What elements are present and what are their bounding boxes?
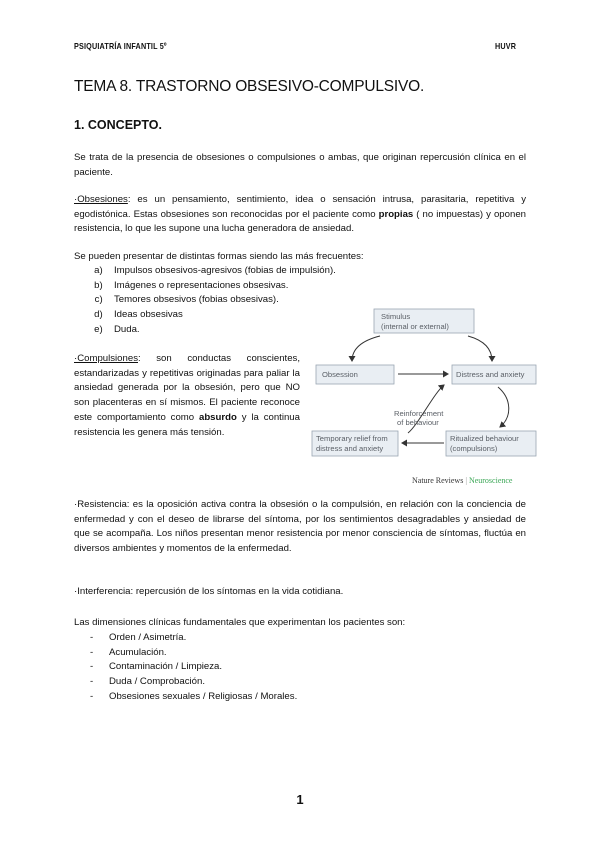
- list-item: e. Duda.: [108, 323, 336, 338]
- obsesiones-paragraph: ·Obsesiones: es un pensamiento, sentimiento, idea o sensación intrusa, parasitaria, repetitiva y egodistónica. Estas obsesiones son reconocidas por el paciente como propias ( no impuestas) y oponen resistencia, lo que les supone una lucha generadora de ansiedad.: [74, 194, 526, 235]
- distress-label: Distress and anxiety: [456, 370, 525, 379]
- header-hospital: HUVR: [495, 41, 517, 51]
- reinforcement-label: Reinforcement: [394, 409, 444, 418]
- page-number: 1: [296, 792, 304, 807]
- list-item: - Duda / Comprobación.: [90, 676, 205, 688]
- list-item: b. Imágenes o representaciones obsesivas.: [108, 279, 336, 294]
- list-item: - Contaminación / Limpieza.: [90, 661, 223, 673]
- forms-list: [74, 264, 336, 338]
- compulsiones-paragraph: ·Compulsiones: son conductas conscientes, estandarizadas y repetitivas originadas para paliar la ansiedad generada por la obsesión, pero que NO son placenteras en sí mismos. El paciente reconoce este comportamiento como absurdo y la continua resistencia les genera más tensión.: [74, 353, 300, 438]
- dimensions-list: [74, 631, 297, 705]
- list-item: - Acumulación.: [90, 646, 167, 658]
- interferencia-paragraph: ·Interferencia: repercusión de los síntomas en la vida cotidiana.: [74, 586, 344, 597]
- stimulus-label-2: (internal or external): [381, 322, 449, 331]
- list-item: a. Impulsos obsesivos-agresivos (fobias de impulsión).: [108, 264, 336, 279]
- list-item: - Orden / Asimetría.: [90, 632, 187, 643]
- intro-paragraph: Se trata de la presencia de obsesiones o compulsiones o ambas, que originan repercusión clínica en el paciente.: [74, 152, 526, 178]
- arrow-stimulus-obsession: [352, 336, 380, 361]
- relief-label: Temporary relief from: [316, 434, 388, 443]
- arrow-distress-ritual: [498, 387, 509, 427]
- compulsiones-term: ·Compulsiones: [74, 353, 138, 364]
- dimensions-intro: Las dimensiones clínicas fundamentales que experimentan los pacientes son:: [74, 617, 406, 628]
- list-item: d. Ideas obsesivas: [108, 308, 336, 323]
- arrow-stimulus-distress: [468, 336, 492, 361]
- list-item: - Obsesiones sexuales / Religiosas / Morales.: [90, 690, 298, 702]
- reinforcement-label-2: of behaviour: [397, 418, 439, 427]
- relief-label-2: distress and anxiety: [316, 444, 384, 453]
- ritual-label-2: (compulsions): [450, 444, 498, 453]
- page-title: TEMA 8. TRASTORNO OBSESIVO-COMPULSIVO.: [74, 78, 425, 95]
- list-item: c. Temores obsesivos (fobias obsesivas).: [108, 293, 336, 308]
- forms-intro: Se pueden presentar de distintas formas siendo las más frecuentes:: [74, 251, 364, 262]
- obsesiones-term: ·Obsesiones: [74, 194, 128, 205]
- figure-credit: Nature Reviews | Neuroscience: [412, 476, 513, 485]
- ritual-label: Ritualized behaviour: [450, 434, 519, 443]
- obsession-label: Obsession: [322, 370, 358, 379]
- stimulus-label: Stimulus: [381, 312, 411, 321]
- resistencia-paragraph: ·Resistencia: es la oposición activa contra la obsesión o la compulsión, en relación con la conciencia de enfermedad y con el deseo de librarse del síntoma, por los sentimientos desagradables y ansiedad de que se acompaña. Los niños presentan menor resistencia por menor consciencia de síntomas, fluctúa en diversos ambientes y momentos de la enfermedad.: [74, 499, 526, 555]
- ocd-cycle-diagram: [308, 305, 540, 487]
- section-heading: 1. CONCEPTO.: [74, 118, 162, 132]
- header-course: PSIQUIATRÍA INFANTIL 5º: [74, 41, 167, 51]
